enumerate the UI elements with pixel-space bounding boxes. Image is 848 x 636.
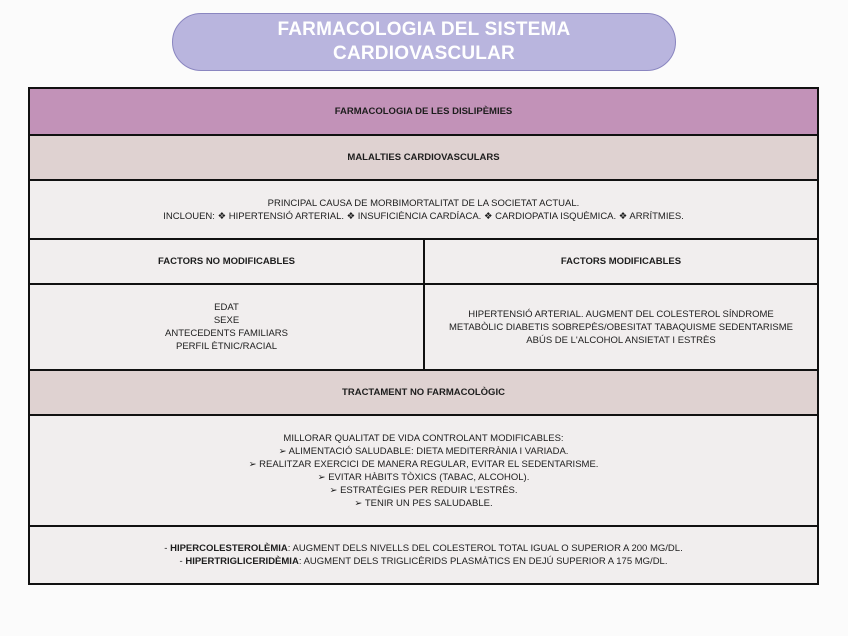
definition-text: : AUGMENT DELS TRIGLICÈRIDS PLASMÀTICS EN DEJÚ SUPERIOR A 175 MG/DL. bbox=[298, 556, 668, 567]
definition-term: HIPERTRIGLICERIDÈMIA bbox=[185, 556, 299, 567]
malalties-header bbox=[30, 136, 817, 181]
definition-prefix: - bbox=[179, 556, 186, 567]
factors-modificables-header bbox=[425, 240, 817, 283]
factors-modificables-text bbox=[425, 285, 817, 369]
list-item: ➢ TENIR UN PES SALUDABLE. bbox=[354, 497, 493, 509]
tractament-header bbox=[30, 371, 817, 416]
page-title-line-1: FARMACOLOGIA DEL SISTEMA bbox=[277, 19, 571, 40]
factors-content-row bbox=[30, 285, 817, 371]
malalties-header-text: MALALTIES CARDIOVASCULARS bbox=[347, 152, 500, 163]
malalties-line-1: PRINCIPAL CAUSA DE MORBIMORTALITAT DE LA SOCIETAT ACTUAL. bbox=[267, 197, 580, 209]
definition-hipertrigliceridemia bbox=[180, 555, 668, 568]
factors-modificables-line: ABÚS DE L'ALCOHOL ANSIETAT I ESTRÈS bbox=[526, 334, 716, 346]
definition-prefix: - bbox=[164, 543, 171, 554]
factors-modificables-line: HIPERTENSIÓ ARTERIAL. AUGMENT DEL COLESTEROL SÍNDROME bbox=[468, 308, 774, 320]
list-item: ➢ REALITZAR EXERCICI DE MANERA REGULAR, EVITAR EL SEDENTARISME. bbox=[248, 458, 599, 470]
list-item: EDAT bbox=[214, 302, 239, 313]
dislipemies-header bbox=[30, 89, 817, 136]
tractament-list bbox=[30, 416, 817, 527]
list-item: MILLORAR QUALITAT DE VIDA CONTROLANT MODIFICABLES: bbox=[283, 432, 564, 444]
page-title bbox=[172, 13, 676, 71]
content-table bbox=[28, 87, 819, 585]
list-item: ANTECEDENTS FAMILIARS bbox=[165, 328, 288, 339]
list-item: ➢ ALIMENTACIÓ SALUDABLE: DIETA MEDITERRÀNIA I VARIADA. bbox=[278, 445, 569, 457]
definition-hipercolesterolemia bbox=[164, 542, 682, 555]
list-item: ➢ ESTRATÈGIES PER REDUIR L'ESTRÈS. bbox=[329, 484, 518, 496]
factors-modificables-header-text: FACTORS MODIFICABLES bbox=[560, 256, 682, 267]
list-item: SEXE bbox=[213, 315, 240, 326]
factors-modificables-line: METABÒLIC DIABETIS SOBREPÈS/OBESITAT TABAQUISME SEDENTARISME bbox=[448, 321, 793, 333]
factors-no-modificables-list bbox=[30, 285, 425, 369]
factors-no-modificables-header-text: FACTORS NO MODIFICABLES bbox=[157, 256, 296, 267]
tractament-header-text: TRACTAMENT NO FARMACOLÒGIC bbox=[342, 387, 505, 398]
definition-term: HIPERCOLESTEROLÈMIA bbox=[170, 543, 288, 554]
malalties-line-2: INCLOUEN: ❖ HIPERTENSIÓ ARTERIAL. ❖ INSUFICIÈNCIA CARDÍACA. ❖ CARDIOPATIA ISQUÈMICA. ❖ ARRÍTMIES. bbox=[163, 210, 684, 222]
definitions bbox=[30, 527, 817, 583]
page-title-line-2: CARDIOVASCULAR bbox=[333, 43, 515, 64]
list-item: PERFIL ÈTNIC/RACIAL bbox=[175, 341, 277, 352]
factors-no-modificables-header bbox=[30, 240, 425, 283]
definition-text: : AUGMENT DELS NIVELLS DEL COLESTEROL TOTAL IGUAL O SUPERIOR A 200 MG/DL. bbox=[287, 543, 683, 554]
dislipemies-header-text: FARMACOLOGIA DE LES DISLIPÈMIES bbox=[334, 106, 513, 117]
malalties-description bbox=[30, 181, 817, 240]
factors-header-row bbox=[30, 240, 817, 285]
list-item: ➢ EVITAR HÀBITS TÒXICS (TABAC, ALCOHOL). bbox=[317, 471, 530, 483]
